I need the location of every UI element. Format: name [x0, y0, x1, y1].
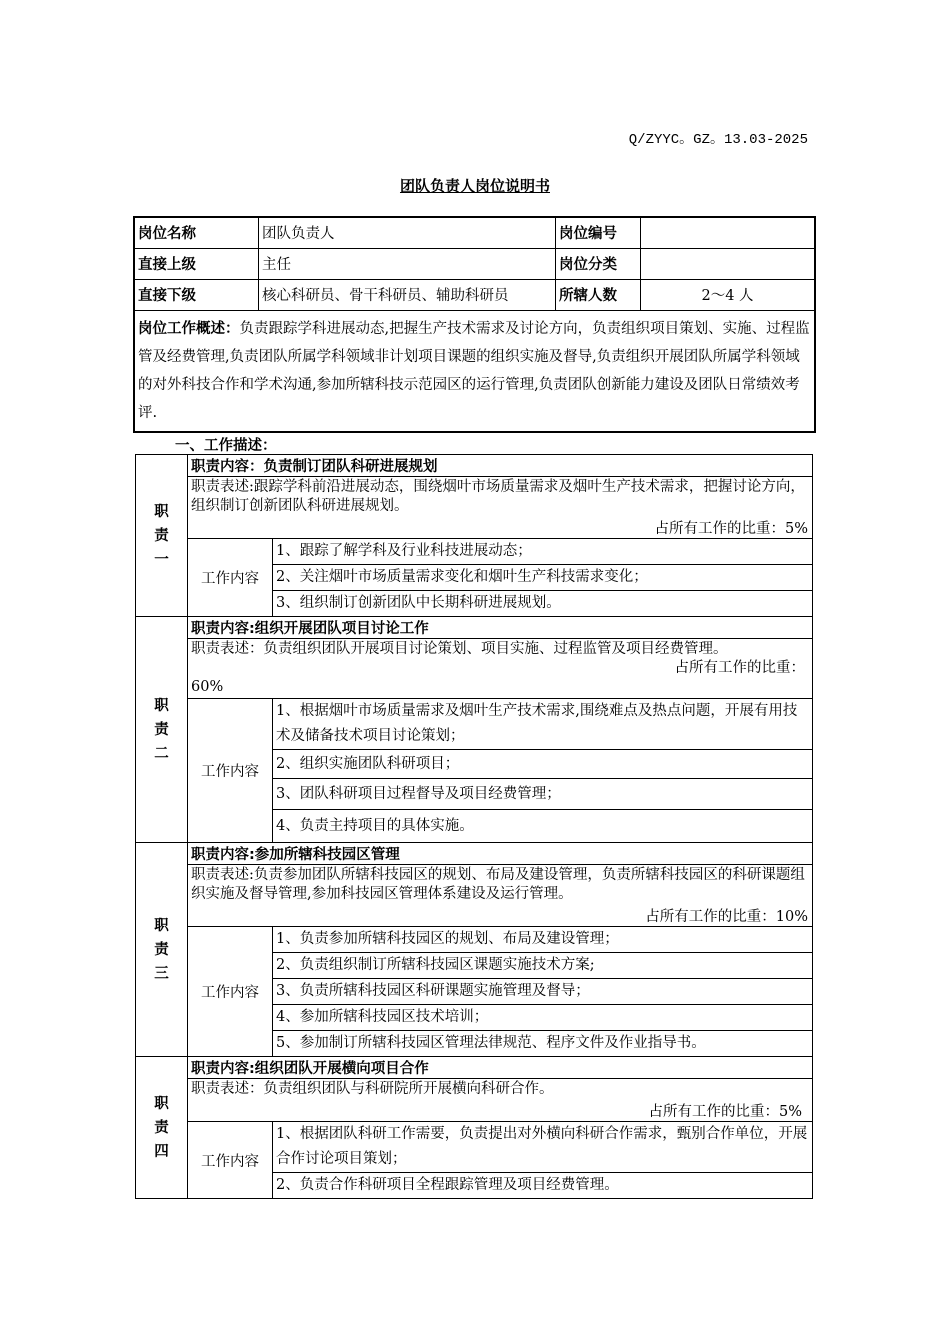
post-name-label: 岗位名称 — [134, 217, 259, 248]
post-name-value: 团队负责人 — [259, 217, 556, 248]
duty-content: 职责内容：负责制订团队科研进展规划 — [188, 455, 813, 477]
work-item: 1、根据烟叶市场质量需求及烟叶生产技术需求,围绕难点及热点问题，开展有用技术及储备技术项目讨论策划； — [273, 699, 813, 750]
summary-label: 岗位工作概述： — [138, 320, 240, 337]
duty-label-1: 职 责 一 — [136, 455, 188, 617]
duty-label-4: 职 责 四 — [136, 1057, 188, 1199]
work-item: 1、根据团队科研工作需要，负责提出对外横向科研合作需求，甄别合作单位，开展合作讨论项目策划； — [273, 1122, 813, 1173]
work-item: 3、负责所辖科技园区科研课题实施管理及督导； — [273, 979, 813, 1005]
summary-text: 负责跟踪学科进展动态,把握生产技术需求及讨论方向，负责组织项目策划、实施、过程监管及经费管理,负责团队所属学科领域非计划项目课题的组织实施及督导,负责组织开展团队所属学科领域的对外科技合作和学术沟通,参加所辖科技示范园区的运行管理,负责团队创新能力建设及团队日常绩效考评. — [138, 320, 810, 421]
post-no-value — [641, 217, 816, 248]
duty-content: 职责内容:组织团队开展横向项目合作 — [188, 1057, 813, 1079]
subordinate-label: 直接下级 — [134, 279, 259, 310]
duty-ratio-value: 60% — [191, 679, 224, 695]
work-item: 2、负责组织制订所辖科技园区课题实施技术方案; — [273, 953, 813, 979]
work-item: 1、跟踪了解学科及行业科技进展动态； — [273, 539, 813, 565]
work-item: 4、参加所辖科技园区技术培训； — [273, 1005, 813, 1031]
post-summary — [134, 310, 815, 432]
duty-label-2: 职 责 二 — [136, 617, 188, 843]
category-value — [641, 248, 816, 279]
work-item: 3、团队科研项目过程督导及项目经费管理； — [273, 779, 813, 810]
work-content-label: 工作内容 — [188, 699, 273, 843]
duty-label-3: 职 责 三 — [136, 843, 188, 1057]
work-content-label: 工作内容 — [188, 1122, 273, 1199]
subordinate-value: 核心科研员、骨干科研员、辅助科研员 — [259, 279, 556, 310]
headcount-value: 2～4 人 — [641, 279, 816, 310]
duty-content: 职责内容:参加所辖科技园区管理 — [188, 843, 813, 865]
work-item: 2、负责合作科研项目全程跟踪管理及项目经费管理。 — [273, 1173, 813, 1199]
work-content-label: 工作内容 — [188, 927, 273, 1057]
work-item: 1、负责参加所辖科技园区的规划、布局及建设管理； — [273, 927, 813, 953]
post-no-label: 岗位编号 — [556, 217, 641, 248]
duty-ratio: 占所有工作的比重：5% — [188, 517, 813, 539]
duty-ratio: 占所有工作的比重： — [674, 660, 805, 676]
work-item: 2、关注烟叶市场质量需求变化和烟叶生产科技需求变化； — [273, 565, 813, 591]
work-content-label: 工作内容 — [188, 539, 273, 617]
category-label: 岗位分类 — [556, 248, 641, 279]
page-title: 团队负责人岗位说明书 — [399, 177, 550, 195]
duty-description: 职责表述:跟踪学科前沿进展动态，围绕烟叶市场质量需求及烟叶生产技术需求，把握讨论方向，组织制订创新团队科研进展规划。 — [188, 477, 813, 518]
superior-value: 主任 — [259, 248, 556, 279]
duty-description: 职责表述:负责参加团队所辖科技园区的规划、布局及建设管理，负责所辖科技园区的科研课题组织实施及督导管理,参加科技园区管理体系建设及运行管理。 — [188, 865, 813, 906]
headcount-label: 所辖人数 — [556, 279, 641, 310]
duty-ratio: 占所有工作的比重：10% — [188, 905, 813, 927]
section-title: 一、工作描述： — [175, 438, 277, 454]
work-item: 3、组织制订创新团队中长期科研进展规划。 — [273, 591, 813, 617]
work-item: 2、组织实施团队科研项目； — [273, 750, 813, 779]
document-number: Q/ZYYC。GZ。13.03-2025 — [628, 132, 808, 148]
post-info-table — [133, 216, 816, 433]
duties-table — [135, 454, 813, 1199]
duty-description: 职责表述：负责组织团队与科研院所开展横向科研合作。 — [188, 1079, 813, 1101]
superior-label: 直接上级 — [134, 248, 259, 279]
work-item: 4、负责主持项目的具体实施。 — [273, 810, 813, 843]
duty-ratio: 占所有工作的比重：5% — [188, 1100, 813, 1122]
duty-content: 职责内容:组织开展团队项目讨论工作 — [188, 617, 813, 639]
duty-description: 职责表述：负责组织团队开展项目讨论策划、项目实施、过程监管及项目经费管理。 占所有工作的比重： 60% — [188, 639, 813, 699]
work-item: 5、参加制订所辖科技园区管理法律规范、程序文件及作业指导书。 — [273, 1031, 813, 1057]
